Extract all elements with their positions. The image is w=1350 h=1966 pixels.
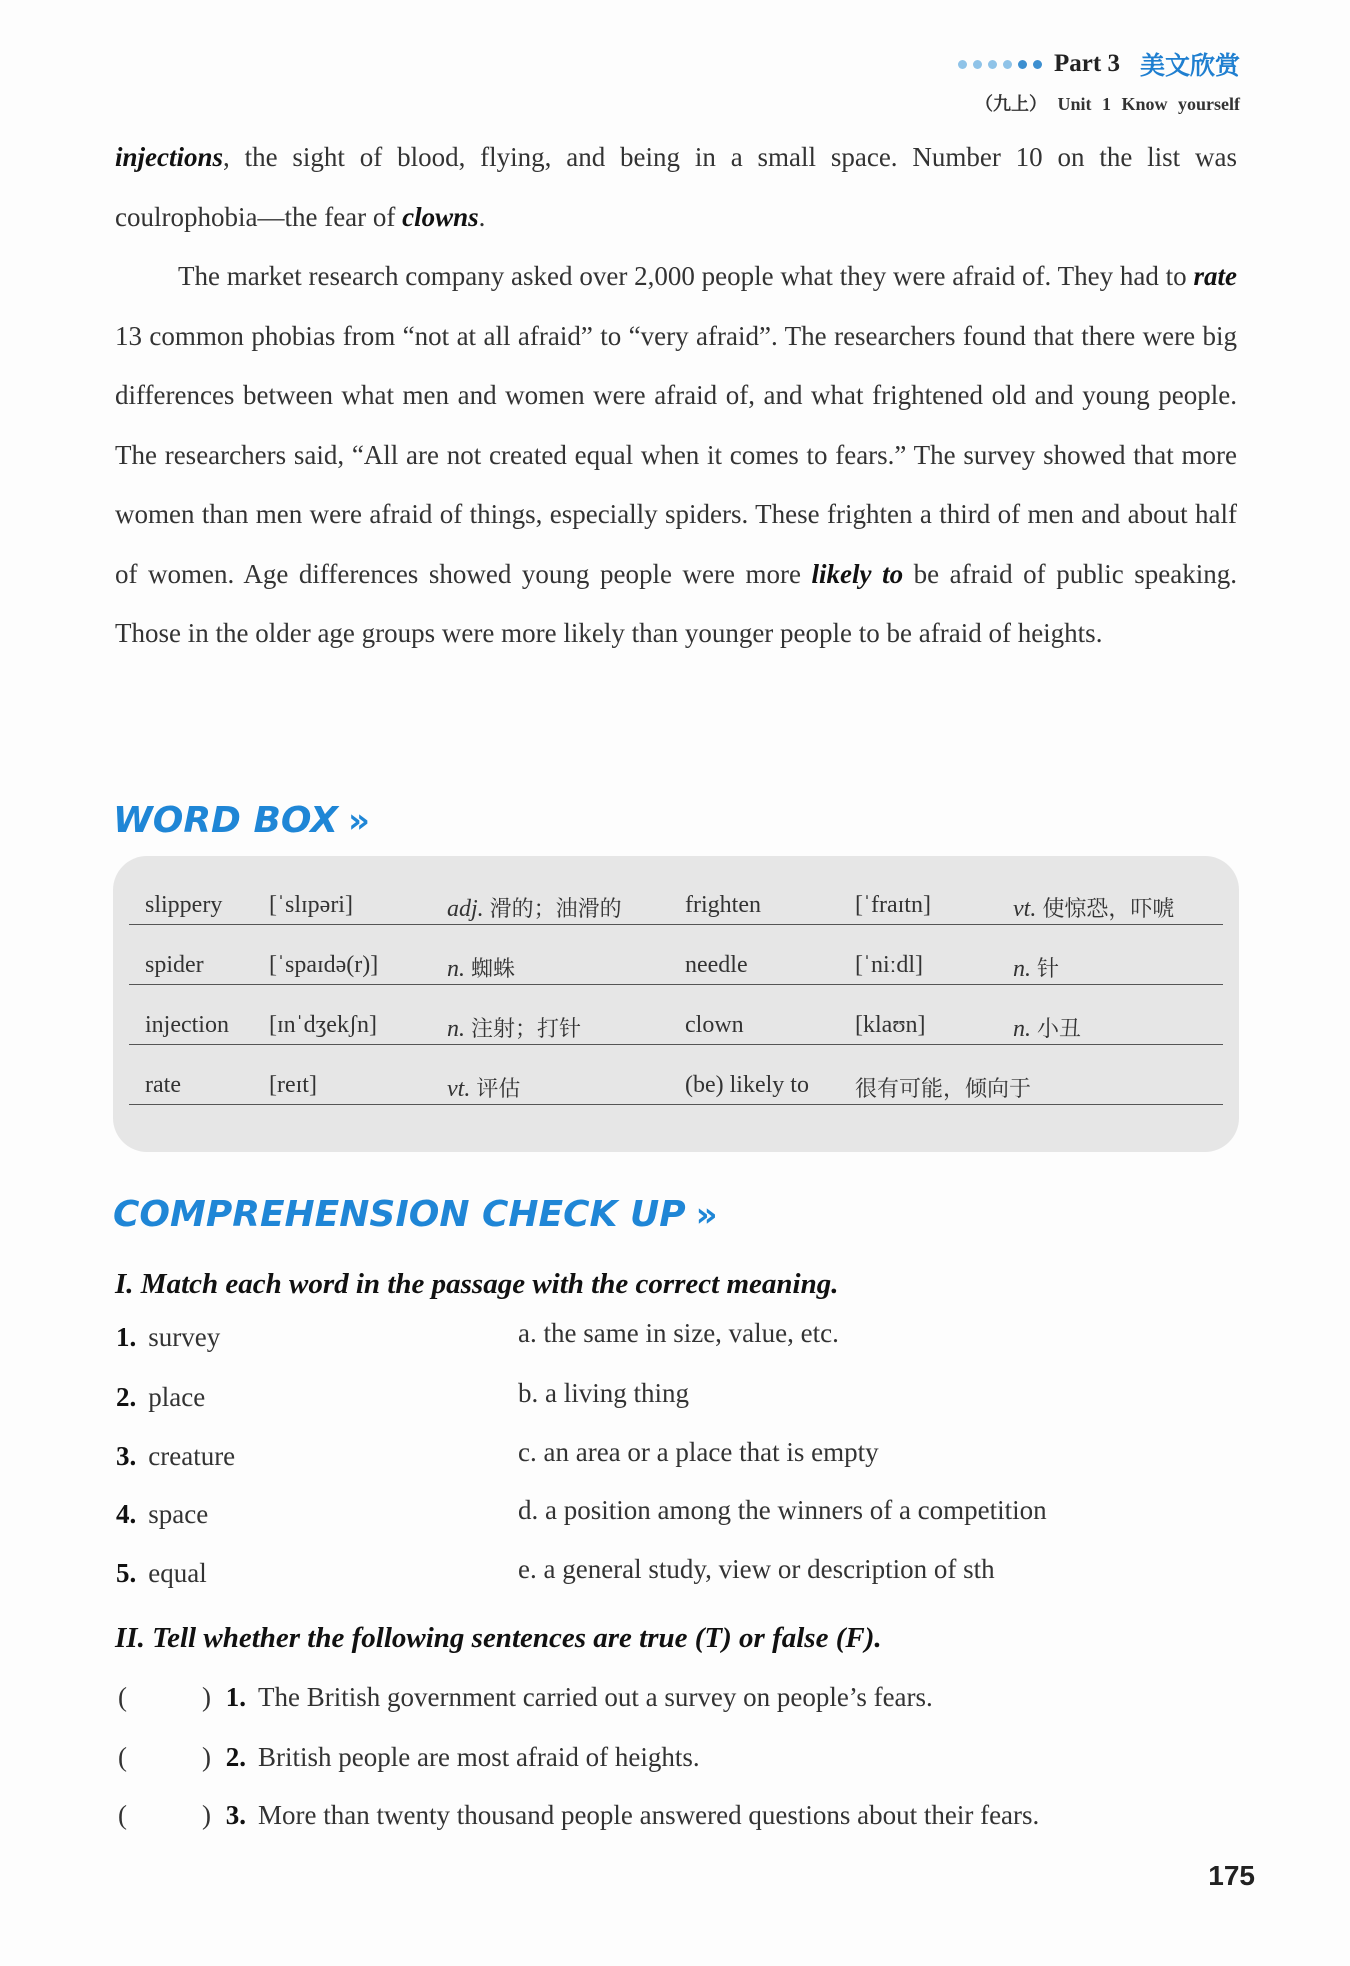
word-box-phonetic xyxy=(855,892,931,919)
word-box-word-text: needle xyxy=(685,952,748,978)
exercise-2-heading: II. Tell whether the following sentences are true (T) or false (F). xyxy=(115,1622,882,1654)
item-number: 4. xyxy=(116,1499,137,1529)
word-box-word-text: (be) likely to xyxy=(685,1072,809,1098)
word-box-meaning xyxy=(447,1012,581,1043)
decorative-dots-icon xyxy=(958,60,1042,69)
word-box-phonetic-text: [ˈspaɪdə(r)] xyxy=(269,952,379,978)
word-box-phonetic-text: [reɪt] xyxy=(269,1072,317,1098)
keyword: rate xyxy=(1193,261,1237,291)
match-word xyxy=(116,1382,205,1413)
word-box xyxy=(113,856,1239,1152)
page-header xyxy=(958,46,1240,116)
word-box-phonetic xyxy=(855,952,923,979)
statement-text: British people are most afraid of heights. xyxy=(258,1742,700,1772)
word-box-word xyxy=(145,1072,181,1099)
true-false-item xyxy=(118,1682,933,1713)
word-box-meaning-text: 针 xyxy=(1037,957,1060,982)
header-unit-title: Know yourself xyxy=(1121,94,1240,114)
word-box-meaning-text: 小丑 xyxy=(1037,1017,1082,1042)
statement-text: More than twenty thousand people answered questions about their fears. xyxy=(258,1800,1040,1830)
word-box-meaning xyxy=(447,952,515,983)
word-box-word-text: rate xyxy=(145,1072,181,1098)
word-box-word xyxy=(145,1012,229,1039)
match-meaning: b. a living thing xyxy=(518,1378,689,1408)
word-box-word-text: spider xyxy=(145,952,204,978)
word-box-phonetic-text: 很有可能，倾向于 xyxy=(855,1077,1032,1102)
word-box-meaning xyxy=(447,1072,520,1103)
word-box-phonetic-text: [ˈslɪpəri] xyxy=(269,892,353,918)
header-grade: （九上） xyxy=(974,94,1047,114)
item-number: 2. xyxy=(225,1742,246,1772)
word-box-phonetic-text: [klaʊn] xyxy=(855,1012,926,1038)
word-box-title: WORD BOX » xyxy=(113,800,370,841)
answer-blank-close: ) xyxy=(202,1800,218,1830)
word-box-word xyxy=(145,952,204,979)
word-box-meaning-text: 注射；打针 xyxy=(471,1017,582,1042)
word-box-word-text: injection xyxy=(145,1012,229,1038)
word-box-meaning-text: 滑的；油滑的 xyxy=(489,897,622,922)
word-box-row xyxy=(129,864,1223,925)
word-box-meaning xyxy=(1013,1012,1081,1043)
double-chevron-icon: » xyxy=(347,801,370,841)
exercise-1-heading: I. Match each word in the passage with the correct meaning. xyxy=(115,1268,839,1300)
part-of-speech: vt. xyxy=(447,1076,477,1102)
word-box-meaning xyxy=(447,892,622,923)
answer-blank-close: ) xyxy=(202,1742,218,1772)
header-unit: Unit 1 xyxy=(1057,94,1111,114)
word-text: space xyxy=(148,1499,209,1529)
word-text: survey xyxy=(148,1322,221,1352)
word-box-word-text: slippery xyxy=(145,892,223,918)
match-meaning: a. the same in size, value, etc. xyxy=(518,1318,839,1348)
match-word xyxy=(116,1322,220,1353)
word-box-meaning-text: 使惊恐，吓唬 xyxy=(1042,897,1175,922)
word-box-meaning xyxy=(1013,892,1174,923)
word-box-phonetic-text: [ɪnˈdʒekʃn] xyxy=(269,1012,377,1038)
part-of-speech: vt. xyxy=(1013,896,1043,922)
passage-text: , the sight of blood, flying, and being in a small space. Number 10 on the list was coulrophobia—the fear of xyxy=(115,142,1237,232)
item-number: 1. xyxy=(116,1322,137,1352)
match-meaning: d. a position among the winners of a competition xyxy=(518,1495,1047,1525)
word-box-meaning xyxy=(1013,952,1059,983)
page-number: 175 xyxy=(1208,1860,1255,1891)
word-box-phonetic xyxy=(269,1072,317,1099)
part-of-speech: n. xyxy=(1013,1016,1037,1042)
word-box-word xyxy=(685,952,748,979)
match-meaning: c. an area or a place that is empty xyxy=(518,1437,879,1467)
word-box-meaning-text: 评估 xyxy=(476,1077,521,1102)
item-number: 2. xyxy=(116,1382,137,1412)
answer-blank-close: ) xyxy=(202,1682,218,1712)
answer-blank[interactable]: ( xyxy=(118,1742,127,1772)
item-number: 3. xyxy=(225,1800,246,1830)
answer-blank[interactable]: ( xyxy=(118,1682,127,1712)
double-chevron-icon: » xyxy=(695,1195,718,1235)
match-word xyxy=(116,1499,208,1530)
part-of-speech: n. xyxy=(447,956,471,982)
passage-paragraph-1 xyxy=(115,128,1237,247)
word-box-row xyxy=(129,924,1223,985)
match-word xyxy=(116,1558,207,1589)
word-text: equal xyxy=(148,1558,207,1588)
word-box-word xyxy=(145,892,222,919)
word-box-phonetic xyxy=(269,892,353,919)
word-box-word-text: clown xyxy=(685,1012,744,1038)
part-of-speech: n. xyxy=(447,1016,471,1042)
word-box-word xyxy=(685,1072,809,1099)
keyword: likely to xyxy=(811,558,904,589)
item-number: 1. xyxy=(225,1682,246,1712)
word-box-meaning-text: 蜘蛛 xyxy=(471,957,516,982)
word-box-phonetic xyxy=(855,1072,1031,1103)
word-box-word xyxy=(685,1012,744,1039)
answer-blank[interactable]: ( xyxy=(118,1800,127,1830)
word-box-phonetic xyxy=(269,952,378,979)
statement-text: The British government carried out a survey on people’s fears. xyxy=(258,1682,933,1712)
word-box-phonetic-text: [ˈfraɪtn] xyxy=(855,892,931,918)
word-box-word xyxy=(685,892,761,919)
passage-paragraph-2 xyxy=(115,247,1237,664)
match-meaning: e. a general study, view or description of sth xyxy=(518,1554,995,1584)
keyword: injections xyxy=(115,142,224,172)
comprehension-title: COMPREHENSION CHECK UP » xyxy=(113,1194,718,1235)
keyword: clowns xyxy=(402,201,479,232)
header-title-cn: 美文欣赏 xyxy=(1139,51,1240,80)
part-of-speech: adj. xyxy=(447,896,490,922)
passage-text: The market research company asked over 2,000 people what they were afraid of. They had to xyxy=(178,261,1194,291)
part-of-speech: n. xyxy=(1013,956,1037,982)
word-box-phonetic xyxy=(269,1012,377,1039)
match-word xyxy=(116,1441,235,1472)
passage-text: be afraid of public speaking. Those in the older age groups were more likely than younger people to be afraid of heights. xyxy=(115,558,1237,648)
word-text: place xyxy=(148,1382,206,1412)
true-false-item xyxy=(118,1800,1039,1831)
item-number: 3. xyxy=(116,1441,137,1471)
header-part: Part 3 xyxy=(1054,50,1120,77)
word-box-phonetic xyxy=(855,1012,925,1039)
word-box-row xyxy=(129,1044,1223,1105)
word-box-row xyxy=(129,984,1223,1045)
passage-text: . xyxy=(478,201,486,232)
passage-text: 13 common phobias from “not at all afraid” to “very afraid”. The researchers found that there were big differences between what men and women were afraid of, and what frightened old and young people. The researchers said, “All are not created equal when it comes to fears.” The survey showed that more women than men were afraid of things, especially spiders. These frighten a third of men and about half of women. Age differences showed young people were more xyxy=(115,320,1237,589)
item-number: 5. xyxy=(116,1558,137,1588)
passage xyxy=(115,128,1237,664)
word-box-word-text: frighten xyxy=(685,892,761,918)
true-false-item xyxy=(118,1742,700,1773)
word-box-phonetic-text: [ˈniːdl] xyxy=(855,952,923,978)
word-text: creature xyxy=(148,1441,236,1471)
